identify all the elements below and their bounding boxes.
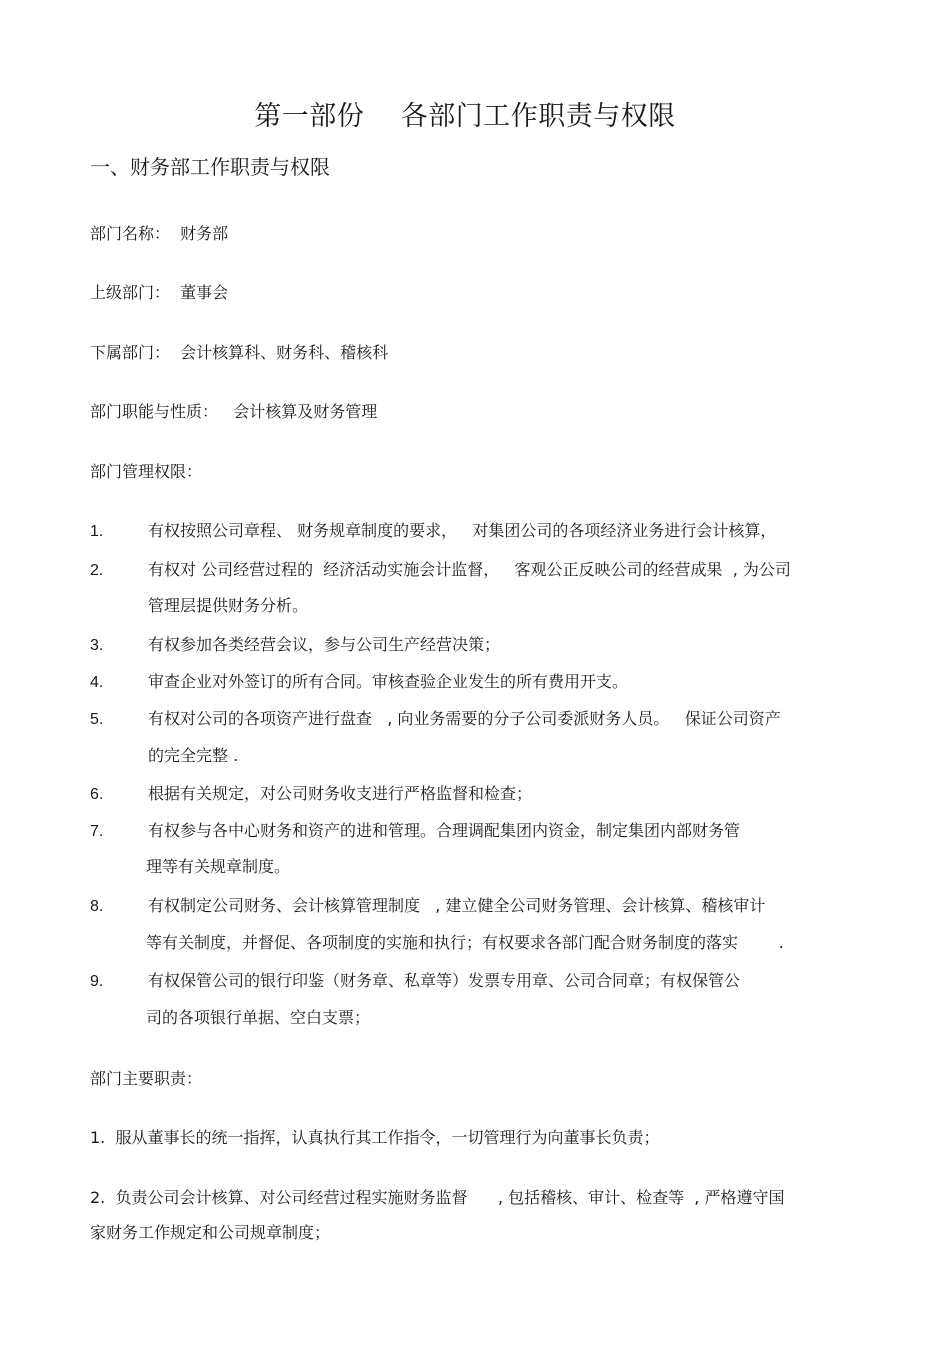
list-item-number: 1. [90,523,104,540]
list-item: 审查企业对外签订的所有合同。审核查验企业发生的所有费用开支。 [148,672,629,691]
duty-item: 1. 服从董事长的统一指挥，认真执行其工作指令，一切管理行为向董事长负责； [90,1128,660,1147]
list-item: 有权制定公司财务、会计核算管理制度 , 建立健全公司财务管理、会计核算、稽核审计 [148,896,766,915]
list-item: 有权参加各类经营会议，参与公司生产经营决策； [148,635,501,654]
list-item-number: 3. [90,637,104,654]
list-item: 有权对 公司经营过程的 经济活动实施会计监督， 客观公正反映公司的经营成果 , 为公司 [148,560,791,579]
list-item: 有权对公司的各项资产进行盘查 , 向业务需要的分子公司委派财务人员。 保证公司资产 [148,709,781,728]
duties-heading: 部门主要职责： [90,1069,203,1088]
field-dept-function: 部门职能与性质： 会计核算及财务管理 [90,402,378,421]
field-superior-dept: 上级部门： 董事会 [90,283,229,302]
duty-item: 2. 负责公司会计核算、对公司经营过程实施财务监督 , 包括稽核、审计、检查等 , 严格遵守国 [90,1188,785,1207]
list-item-number: 5. [90,711,104,728]
duty-item-continuation: 家财务工作规定和公司规章制度； [90,1223,331,1242]
list-item: 有权保管公司的银行印鉴（财务章、私章等）发票专用章、公司合同章；有权保管公 [148,971,741,990]
list-item: 根据有关规定，对公司财务收支进行严格监督和检查； [148,784,533,803]
authority-heading: 部门管理权限： [90,462,203,481]
page-title: 第一部份 各部门工作职责与权限 [254,101,676,132]
field-dept-name: 部门名称： 财务部 [90,224,229,243]
list-item-number: 6. [90,786,104,803]
list-item-number: 2. [90,562,104,579]
list-item-number: 4. [90,674,104,691]
field-subordinate-depts: 下属部门： 会计核算科、财务科、稽核科 [90,343,389,362]
list-item: 有权按照公司章程、 财务规章制度的要求， 对集团公司的各项经济业务进行会计核算， [148,521,777,540]
list-item-continuation: 司的各项银行单据、空白支票； [146,1008,371,1027]
list-item-continuation: 理等有关规章制度。 [146,857,291,876]
list-item-continuation: 等有关制度，并督促、各项制度的实施和执行；有权要求各部门配合财务制度的落实 . [146,933,784,952]
list-item-continuation: 的完全完整 . [148,746,239,765]
list-item-continuation: 管理层提供财务分析。 [148,596,309,615]
list-item: 有权参与各中心财务和资产的进和管理。合理调配集团内资金，制定集团内部财务管 [148,821,741,840]
list-item-number: 8. [90,898,104,915]
list-item-number: 9. [90,973,104,990]
section-heading: 一、财务部工作职责与权限 [90,155,330,179]
list-item-number: 7. [90,823,104,840]
